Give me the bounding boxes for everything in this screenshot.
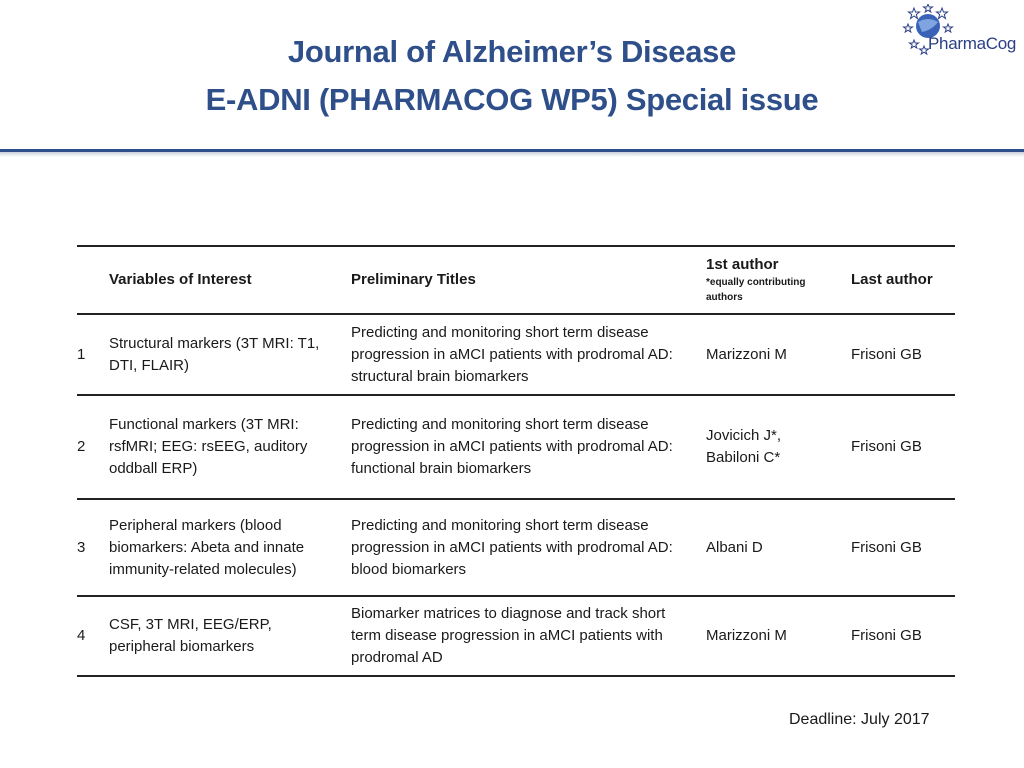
row-first-author: Marizzoni M <box>706 345 787 363</box>
slide-title <box>0 28 1024 124</box>
header-first-author-label: 1st author <box>706 256 779 273</box>
row-variables: Functional markers (3T MRI: rsfMRI; EEG: rsEEG, auditory oddball ERP) <box>109 416 308 477</box>
header-variables: Variables of Interest <box>109 271 252 288</box>
row-first-author: Jovicich J*, Babiloni C* <box>706 427 782 466</box>
row-last-author: Frisoni GB <box>851 627 922 644</box>
row-variables: Peripheral markers (blood biomarkers: Abeta and innate immunity-related molecules) <box>109 516 305 578</box>
table-row <box>77 595 955 677</box>
row-title: Predicting and monitoring short term disease progression in aMCI patients with prodromal AD: structural brain biomarkers <box>351 323 673 385</box>
table-row <box>77 394 955 498</box>
row-last-author: Frisoni GB <box>851 538 922 556</box>
header-first-author-note: *equally contributing authors <box>706 277 806 303</box>
row-first-author: Albani D <box>706 538 763 556</box>
header-last-author: Last author <box>851 271 933 288</box>
row-title: Predicting and monitoring short term disease progression in aMCI patients with prodromal AD: functional brain biomarkers <box>351 416 673 477</box>
row-num: 2 <box>77 438 86 455</box>
table-row <box>77 313 955 394</box>
header-titles: Preliminary Titles <box>351 271 476 288</box>
pharmacog-logo <box>902 4 1022 62</box>
row-variables: CSF, 3T MRI, EEG/ERP, peripheral biomarkers <box>109 616 272 655</box>
row-last-author: Frisoni GB <box>851 438 922 455</box>
logo-text <box>928 34 1016 54</box>
row-title: Biomarker matrices to diagnose and track short term disease progression in aMCI patients with prodromal AD <box>351 605 666 666</box>
row-variables: Structural markers (3T MRI: T1, DTI, FLAIR) <box>109 334 320 374</box>
table-header-row <box>77 245 955 313</box>
header-num <box>77 247 107 313</box>
row-last-author: Frisoni GB <box>851 345 922 363</box>
row-num: 1 <box>77 345 86 363</box>
header-divider-shadow <box>0 152 1024 157</box>
row-num: 3 <box>77 538 86 556</box>
deadline-text: Deadline: July 2017 <box>789 711 930 728</box>
row-num: 4 <box>77 627 86 644</box>
title-line-2: E-ADNI (PHARMACOG WP5) Special issue <box>205 82 819 117</box>
special-issue-table <box>77 245 955 677</box>
row-first-author: Marizzoni M <box>706 627 787 644</box>
title-line-1: Journal of Alzheimer’s Disease <box>287 34 737 69</box>
logo-text-main: Pharma <box>928 34 986 53</box>
table-row <box>77 498 955 595</box>
row-title: Predicting and monitoring short term disease progression in aMCI patients with prodromal AD: blood biomarkers <box>351 516 673 578</box>
logo-text-end: Cog <box>985 34 1017 53</box>
header-first-author <box>706 247 846 313</box>
